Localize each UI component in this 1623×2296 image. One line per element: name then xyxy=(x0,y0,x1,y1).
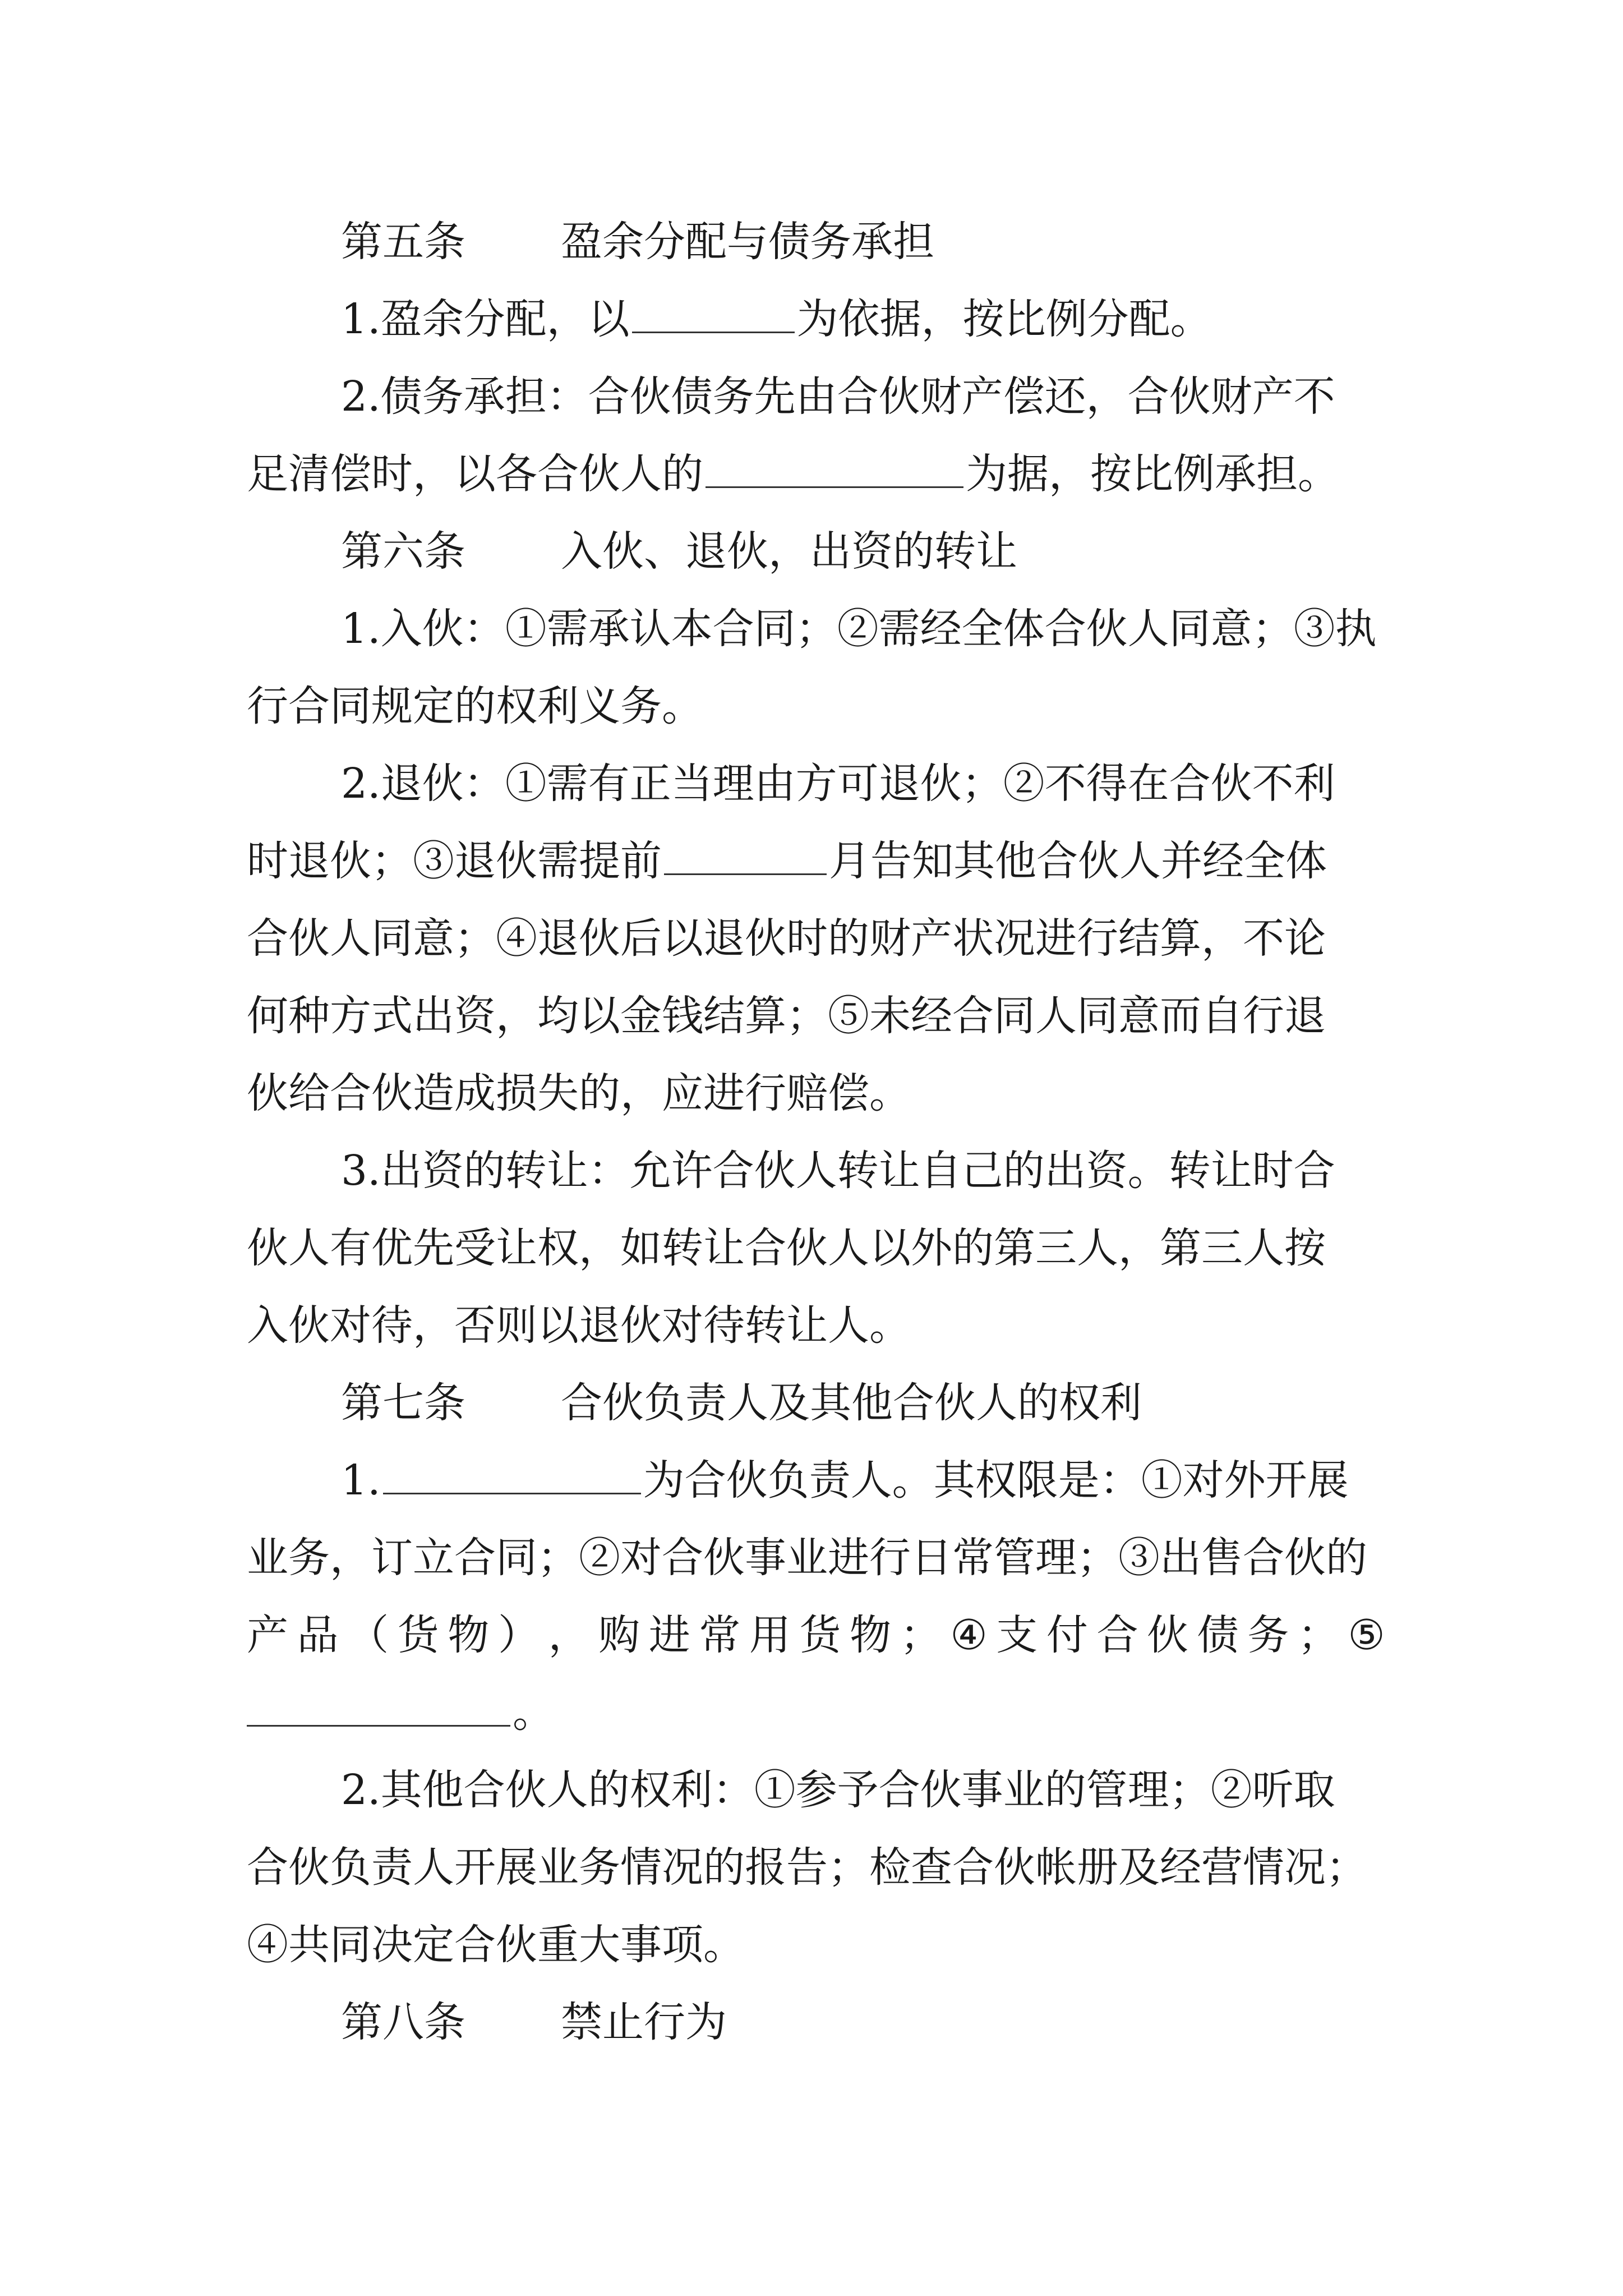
justified-char: 产 xyxy=(247,1611,288,1659)
article-5-number: 第五条 xyxy=(341,218,465,266)
justified-char: 货 xyxy=(397,1611,439,1659)
article-6-clause-3-line-3: 入伙对待，否则以退伙对待转让人。 xyxy=(247,1301,911,1350)
article-8-title: 禁止行为 xyxy=(561,1998,727,2046)
justified-char: 进 xyxy=(648,1611,690,1659)
justified-char: ） xyxy=(497,1611,540,1659)
justified-char: 物 xyxy=(850,1611,892,1659)
article-6-clause-1-line-1: 1.入伙：①需承认本合同；②需经全体合伙人同意；③执 xyxy=(341,605,1377,653)
justified-char: 用 xyxy=(749,1611,791,1659)
justified-char: 合 xyxy=(1096,1611,1138,1659)
justified-char: 债 xyxy=(1197,1611,1239,1659)
fill-in-blank[interactable] xyxy=(247,1692,510,1727)
article-7-clause-1-line-2: 业务，订立合同；②对合伙事业进行日常管理；③出售合伙的 xyxy=(247,1534,1367,1582)
justified-char: ， xyxy=(548,1611,590,1659)
clause-text: 为据，按比例承担。 xyxy=(966,450,1339,498)
justified-char: 品 xyxy=(297,1611,339,1659)
justified-char: ； xyxy=(1297,1611,1339,1659)
justified-char: （ xyxy=(347,1611,389,1659)
justified-char: 购 xyxy=(598,1611,640,1659)
article-7-heading xyxy=(247,1364,1385,1442)
fill-in-blank[interactable] xyxy=(664,841,827,875)
justified-char: 物 xyxy=(448,1611,490,1659)
article-8-number: 第八条 xyxy=(341,1998,465,2046)
justified-char: 付 xyxy=(1046,1611,1088,1659)
clause-text: 1.盈余分配，以 xyxy=(341,295,630,343)
clause-text: 月告知其他合伙人并经全体 xyxy=(829,837,1327,885)
clause-text: 为依据，按比例分配。 xyxy=(796,295,1212,343)
clause-text: 。 xyxy=(513,1688,554,1737)
article-6-clause-3-line-2: 伙人有优先受让权，如转让合伙人以外的第三人，第三人按 xyxy=(247,1224,1326,1272)
clause-text: 为合伙负责人。其权限是：①对外开展 xyxy=(643,1456,1349,1504)
justified-char: 支 xyxy=(996,1611,1038,1659)
document-page xyxy=(247,203,1385,2061)
article-5-title: 盈余分配与债务承担 xyxy=(561,218,934,266)
article-5-clause-2-line-2 xyxy=(247,435,1385,513)
justified-char: 伙 xyxy=(1147,1611,1189,1659)
fill-in-blank[interactable] xyxy=(632,299,795,333)
clause-text: 足清偿时，以各合伙人的 xyxy=(247,450,703,498)
article-6-clause-2-line-3: 合伙人同意；④退伙后以退伙时的财产状况进行结算，不论 xyxy=(247,914,1326,963)
justified-char: 务 xyxy=(1247,1611,1289,1659)
justified-char: 常 xyxy=(699,1611,741,1659)
article-7-title: 合伙负责人及其他合伙人的权利 xyxy=(561,1379,1142,1427)
article-6-clause-3-line-1: 3.出资的转让：允许合伙人转让自己的出资。转让时合 xyxy=(341,1147,1335,1195)
article-7-number: 第七条 xyxy=(341,1379,465,1427)
fill-in-blank[interactable] xyxy=(383,1460,641,1494)
article-6-clause-2-line-4: 何种方式出资，均以金钱结算；⑤未经合同人同意而自行退 xyxy=(247,992,1326,1040)
article-7-clause-1-line-1 xyxy=(247,1442,1385,1519)
article-8-heading xyxy=(247,1984,1385,2061)
article-6-title: 入伙、退伙，出资的转让 xyxy=(561,527,1017,576)
justified-char: ⑤ xyxy=(1348,1611,1385,1659)
article-7-clause-2-line-3: ④共同决定合伙重大事项。 xyxy=(247,1921,745,1969)
article-6-number: 第六条 xyxy=(341,527,465,576)
justified-char: ； xyxy=(900,1611,942,1659)
article-6-clause-2-line-1: 2.退伙：①需有正当理由方可退伙；②不得在合伙不利 xyxy=(341,760,1335,808)
clause-text: 时退伙；③退伙需提前 xyxy=(247,837,662,885)
article-7-clause-2-line-2: 合伙负责人开展业务情况的报告；检查合伙帐册及经营情况； xyxy=(247,1843,1367,1892)
article-6-clause-2-line-2 xyxy=(247,822,1385,900)
clause-text: 1. xyxy=(341,1456,381,1504)
justified-char: 货 xyxy=(799,1611,841,1659)
article-5-clause-2-line-1: 2.债务承担：合伙债务先由合伙财产偿还，合伙财产不 xyxy=(341,372,1335,421)
article-7-clause-2-line-1: 2.其他合伙人的权利：①参予合伙事业的管理；②听取 xyxy=(341,1766,1335,1814)
article-6-clause-1-line-2: 行合同规定的权利义务。 xyxy=(247,682,703,730)
article-6-clause-2-line-5: 伙给合伙造成损失的，应进行赔偿。 xyxy=(247,1069,911,1117)
article-6-heading xyxy=(247,513,1385,590)
article-5-heading xyxy=(247,203,1385,280)
article-5-clause-1 xyxy=(247,280,1385,358)
fill-in-blank[interactable] xyxy=(706,454,963,488)
justified-char: ④ xyxy=(950,1611,988,1659)
article-7-clause-1-line-3 xyxy=(247,1596,1385,1674)
article-7-clause-1-line-4 xyxy=(247,1674,1385,1751)
